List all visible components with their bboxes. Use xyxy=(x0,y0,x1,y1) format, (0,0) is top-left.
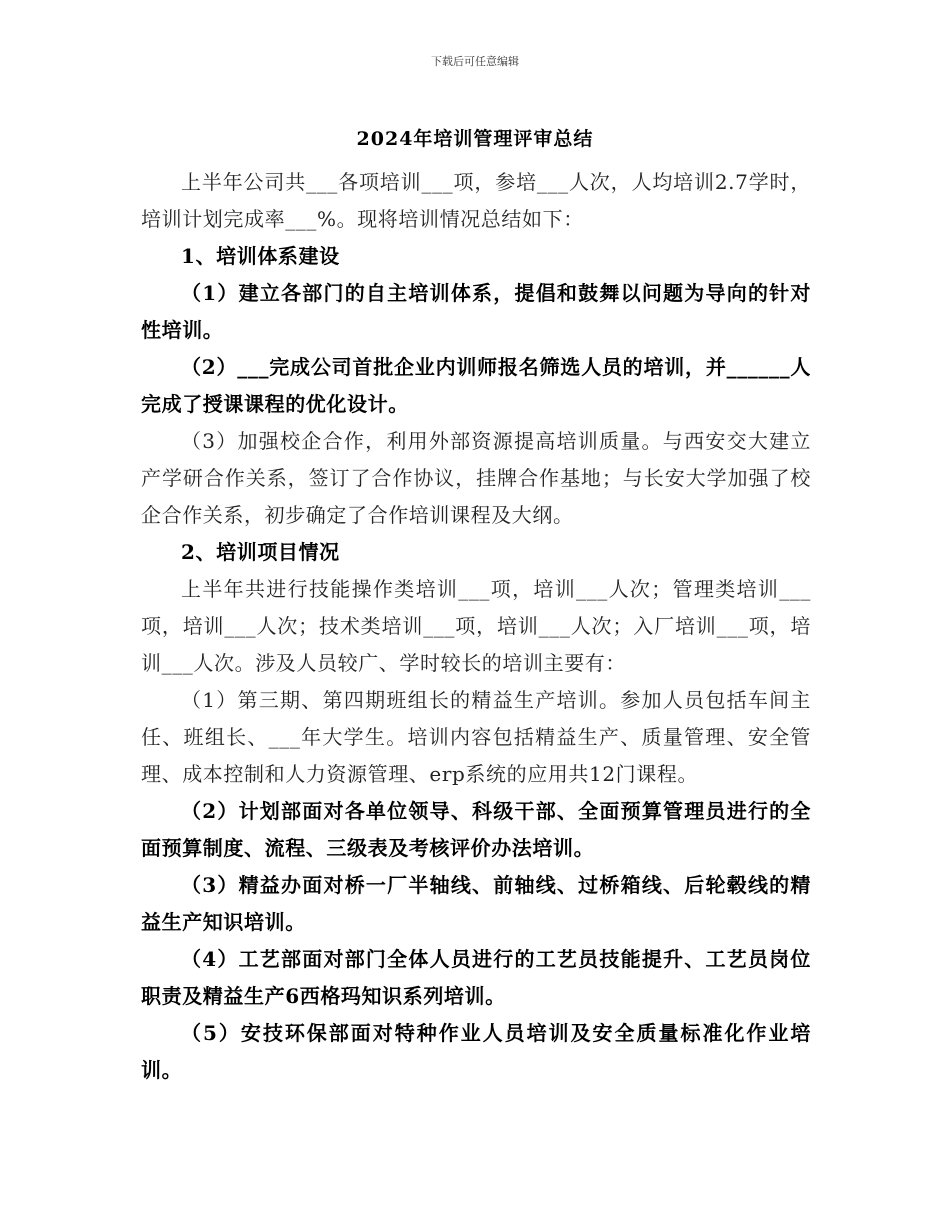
paragraph-project-item-3: （3）精益办面对桥一厂半轴线、前轴线、过桥箱线、后轮毂线的精益生产知识培训。 xyxy=(141,873,811,934)
paragraph-project-item-1: （1）第三期、第四期班组长的精益生产培训。参加人员包括车间主任、班组长、___年大学生。培训内容包括精益生产、质量管理、安全管理、成本控制和人力资源管理、erp系统的应用共12门课程。 xyxy=(141,688,811,786)
page-header: 下载后可任意编辑 xyxy=(431,55,519,68)
paragraph-system-item-3: （3）加强校企合作，利用外部资源提高培训质量。与西安交大建立产学研合作关系，签订了合作协议，挂牌合作基地；与长安大学加强了校企合作关系，初步确定了合作培训课程及大纲。 xyxy=(141,429,811,527)
paragraph-project-item-4: （4）工艺部面对部门全体人员进行的工艺员技能提升、工艺员岗位职责及精益生产6西格玛知识系列培训。 xyxy=(141,947,811,1008)
paragraph-projects-overview: 上半年共进行技能操作类培训___项，培训___人次；管理类培训___项，培训___人次；技术类培训___项，培训___人次；入厂培训___项，培训___人次。涉及人员较广、学时较长的培训主要有： xyxy=(141,577,811,675)
paragraph-system-item-1: （1）建立各部门的自主培训体系，提倡和鼓舞以问题为导向的针对性培训。 xyxy=(141,281,811,342)
paragraph-project-item-2: （2）计划部面对各单位领导、科级干部、全面预算管理员进行的全面预算制度、流程、三级表及考核评价办法培训。 xyxy=(141,799,811,860)
paragraph-project-item-5: （5）安技环保部面对特种作业人员培训及安全质量标准化作业培训。 xyxy=(141,1021,811,1082)
document-body xyxy=(141,164,811,1089)
section-heading-training-system: 1、培训体系建设 xyxy=(181,244,340,268)
intro-paragraph: 上半年公司共___各项培训___项，参培___人次，人均培训2.7学时，培训计划完成率___%。现将培训情况总结如下： xyxy=(141,170,811,231)
section-heading-training-projects: 2、培训项目情况 xyxy=(181,540,340,564)
paragraph-system-item-2: （2）___完成公司首批企业内训师报名筛选人员的培训，并______人完成了授课课程的优化设计。 xyxy=(141,355,811,416)
document-title: 2024年培训管理评审总结 xyxy=(356,128,594,150)
